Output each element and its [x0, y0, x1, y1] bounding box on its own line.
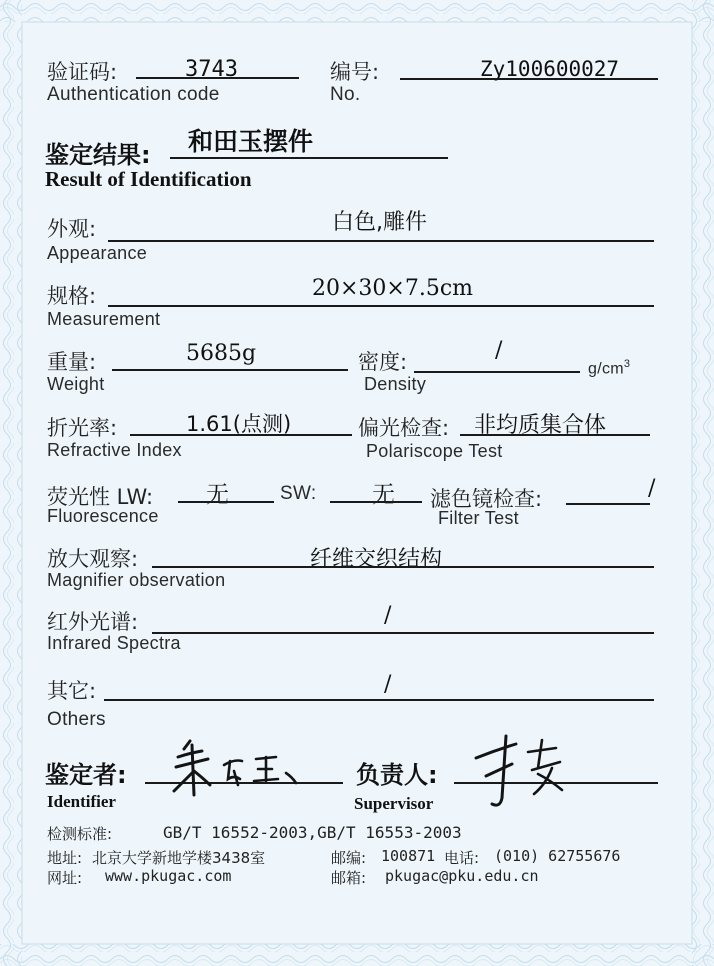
density-value: /: [495, 338, 503, 363]
density-underline: [414, 371, 580, 373]
others-label-zh: 其它:: [47, 679, 97, 703]
magnifier-value: 纤维交织结构: [310, 547, 443, 572]
number-value: Zy100600027: [480, 57, 620, 81]
weight-underline: [112, 369, 348, 371]
refractive-label-zh: 折光率:: [47, 416, 118, 440]
infrared-label-en: Infrared Spectra: [47, 633, 181, 653]
identifier-label-en: Identifier: [47, 792, 116, 811]
postcode-label: 邮编:: [331, 849, 367, 867]
supervisor-signature: [466, 728, 586, 818]
filter-value: /: [648, 476, 656, 501]
refractive-label-en: Refractive Index: [47, 440, 182, 460]
fluorescence-lw-underline: [178, 501, 274, 503]
auth-value: 3743: [185, 57, 238, 82]
fluorescence-sw-value: 无: [372, 482, 395, 508]
fluorescence-sw-underline: [330, 501, 422, 503]
standard-value: GB/T 16552-2003,GB/T 16553-2003: [163, 823, 462, 842]
auth-label-en: Authentication code: [47, 84, 220, 105]
address-label: 地址:: [47, 849, 83, 867]
identifier-signature: [168, 735, 328, 805]
polariscope-label-en: Polariscope Test: [366, 441, 503, 461]
polariscope-label-zh: 偏光检查:: [358, 416, 450, 440]
others-underline: [104, 699, 654, 701]
website-label: 网址:: [47, 869, 83, 887]
phone-label: 电话:: [444, 849, 480, 867]
magnifier-label-zh: 放大观察:: [47, 547, 139, 571]
email-label: 邮箱:: [331, 869, 367, 887]
postcode-value: 100871: [381, 847, 436, 865]
filter-label-zh: 滤色镜检查:: [430, 487, 543, 511]
density-label-zh: 密度:: [358, 350, 408, 374]
infrared-label-zh: 红外光谱:: [47, 610, 139, 634]
auth-label-zh: 验证码:: [47, 60, 118, 84]
magnifier-label-en: Magnifier observation: [47, 570, 226, 590]
weight-label-en: Weight: [47, 374, 105, 394]
weight-value: 5685g: [186, 341, 257, 366]
weight-label-zh: 重量:: [47, 350, 97, 374]
email-link[interactable]: pkugac@pku.edu.cn: [385, 867, 539, 885]
auth-underline: [136, 77, 299, 79]
others-label-en: Others: [47, 709, 106, 730]
infrared-underline: [152, 632, 654, 634]
number-underline: [400, 78, 658, 80]
result-value: 和田玉摆件: [188, 127, 314, 156]
polariscope-value: 非均质集合体: [474, 413, 607, 438]
appearance-label-en: Appearance: [47, 243, 148, 263]
fluorescence-lw-value: 无: [206, 482, 229, 508]
measurement-underline: [108, 305, 654, 307]
supervisor-label-zh: 负责人:: [356, 761, 438, 789]
result-label-zh: 鉴定结果:: [45, 141, 151, 169]
measurement-value: 20×30×7.5cm: [312, 276, 474, 301]
refractive-underline: [130, 434, 352, 436]
fluorescence-label-zh: 荧光性 LW:: [47, 485, 154, 509]
infrared-value: /: [384, 603, 392, 628]
measurement-label-en: Measurement: [47, 309, 161, 329]
result-underline: [170, 157, 448, 159]
website-link[interactable]: www.pkugac.com: [105, 867, 232, 885]
supervisor-label-en: Supervisor: [354, 794, 434, 813]
measurement-label-zh: 规格:: [47, 284, 97, 308]
magnifier-underline: [152, 566, 654, 568]
density-unit: $g/cm^3$: [588, 358, 631, 378]
appearance-underline: [108, 240, 654, 242]
density-label-en: Density: [364, 374, 427, 394]
result-label-en: Result of Identification: [45, 167, 252, 191]
refractive-value: 1.61(点测): [186, 412, 292, 436]
filter-underline: [566, 503, 650, 505]
polariscope-underline: [460, 434, 650, 436]
fluorescence-sw-label: SW:: [280, 483, 317, 504]
filter-label-en: Filter Test: [438, 508, 519, 528]
identifier-label-zh: 鉴定者:: [45, 761, 127, 789]
standard-label: 检测标准:: [47, 825, 113, 843]
appearance-value: 白色,雕件: [332, 210, 427, 235]
fluorescence-label-en: Fluorescence: [47, 506, 159, 526]
phone-value: (010) 62755676: [494, 847, 621, 865]
number-label-en: No.: [330, 84, 361, 105]
address-value: 北京大学新地学楼3438室: [92, 849, 266, 867]
number-label-zh: 编号:: [330, 60, 380, 84]
others-value: /: [384, 672, 392, 697]
appearance-label-zh: 外观:: [47, 217, 97, 241]
